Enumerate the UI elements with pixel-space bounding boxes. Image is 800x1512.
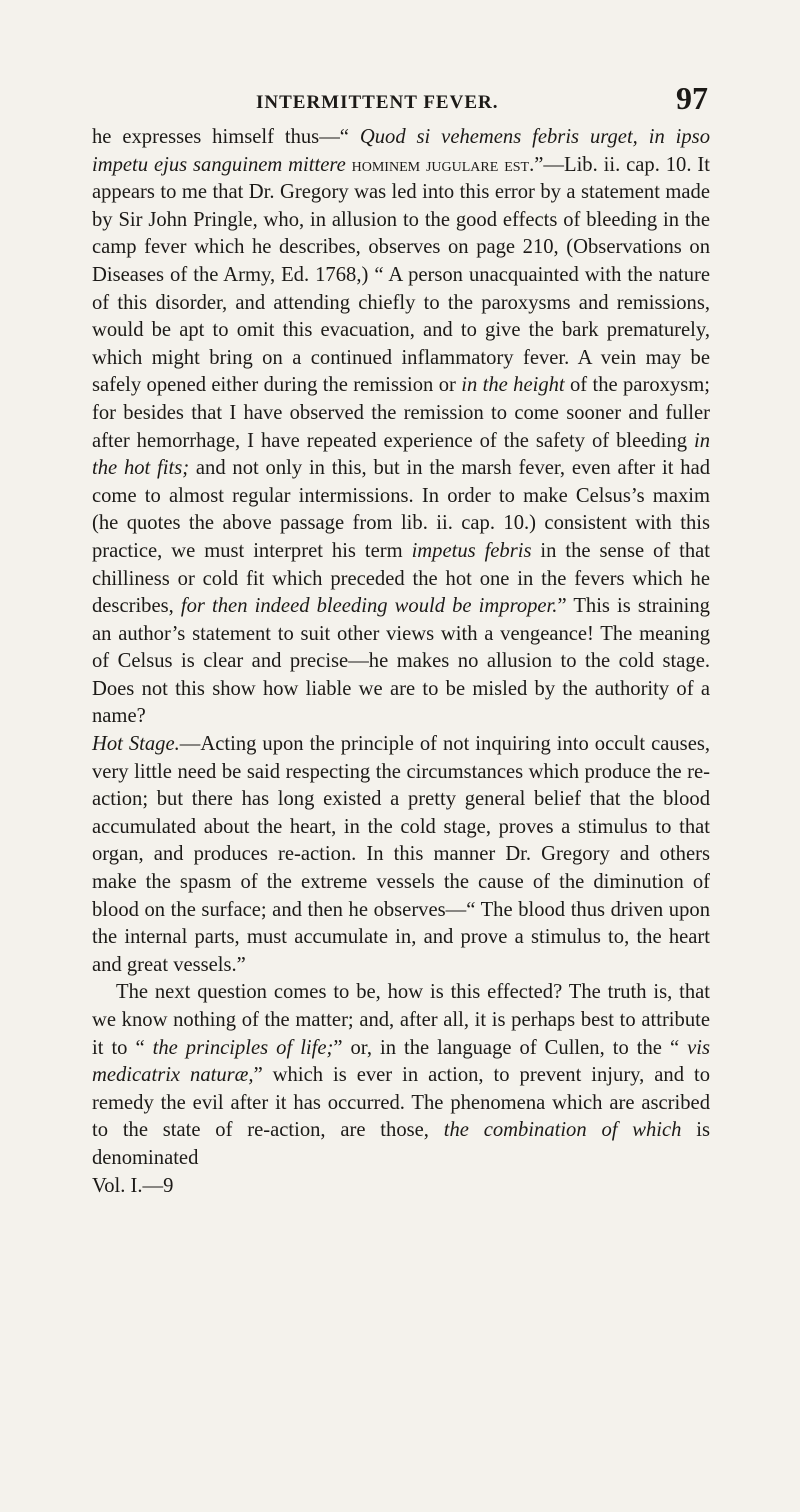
running-title: INTERMITTENT FEVER.	[256, 92, 499, 113]
signature-mark: Vol. I.—9	[92, 1174, 174, 1197]
italic-phrase: impetus febris	[411, 539, 532, 562]
italic-phrase: the principles of life;	[152, 1036, 334, 1059]
latin-quote: Quod si vehemens febris urget, in ipso impetu ejus sanguinem mittere	[92, 126, 710, 176]
section-heading: Hot Stage.	[92, 733, 180, 756]
paragraph-3	[92, 979, 710, 1172]
body-text	[92, 124, 710, 1200]
italic-phrase: for then indeed bleeding would be improper.	[180, 595, 558, 618]
small-caps-quote: hominem jugulare est	[345, 153, 530, 176]
text-run: —Acting upon the principle of not inquiring into occult causes, very little need be said respecting the circumstances which produce the re-action; but there has long existed a pretty general belief that the blood accumulated about the heart, in the cold stage, proves a stimulus to that organ, and produces re-action. In this manner Dr. Gregory and others make the spasm of the extreme vessels the cause of the diminution of blood on the surface; and then he observes—“ The blood thus driven upon the internal parts, must accumulate in, and prove a stimulus to, the heart and great vessels.”	[92, 733, 710, 976]
text-run: he expresses himself thus—“	[92, 126, 360, 148]
italic-phrase: the combination of which	[443, 1119, 682, 1142]
italic-phrase: vis medicatrix naturæ,	[92, 1036, 710, 1087]
page-number: 97	[676, 80, 708, 116]
text-run: and not only in this, but in the marsh fever, even after it had come to almost regular intermissions. In order to make Celsus’s maxim (he quotes the above passage from lib. ii. cap. 10.) consistent with this practice, we must interpret his term	[92, 457, 711, 562]
paragraph-2	[92, 731, 710, 979]
text-run: ” which is ever in action, to prevent injury, and to remedy the evil after it has occurred. The phenomena which are ascribed to the state of re-action, are those,	[92, 1064, 710, 1142]
text-run: ” This is straining an author’s statement to suit other views with a vengeance! The meaning of Celsus is clear and precise—he makes no allusion to the cold stage. Does not this show how liable we are to be misled by the authority of a name?	[92, 595, 710, 728]
paragraph-1	[92, 124, 710, 731]
text-run: is denominated	[92, 1119, 710, 1169]
text-run: ” or, in the language of Cullen, to the “	[333, 1036, 688, 1059]
italic-phrase: in the hot fits;	[92, 429, 710, 480]
text-run: of the paroxysm; for besides that I have observed the remission to come sooner and fuller after hemorrhage, I have repeated experience of the safety of bleeding	[92, 374, 710, 452]
page-header	[0, 80, 800, 120]
text-run: .”—Lib. ii. cap. 10. It appears to me that Dr. Gregory was led into this error by a statement made by Sir John Pringle, who, in allusion to the good effects of bleeding in the camp fever which he describes, observes on page 210, (Observations on Diseases of the Army, Ed. 1768,) “ A person unacquainted with the nature of this disorder, and attending chiefly to the paroxysms and remissions, would be apt to omit this evacuation, and to give the bark prematurely, which might bring on a continued inflammatory fever. A vein may be safely opened either during the remission or	[92, 153, 710, 397]
italic-phrase: in the height	[461, 374, 565, 397]
text-run: The next question comes to be, how is this effected? The truth is, that we know nothing of the matter; and, after all, it is perhaps best to attribute it to “	[92, 981, 710, 1059]
text-run: in the sense of that chilliness or cold fit which preceded the hot one in the fevers which he describes,	[92, 539, 711, 618]
